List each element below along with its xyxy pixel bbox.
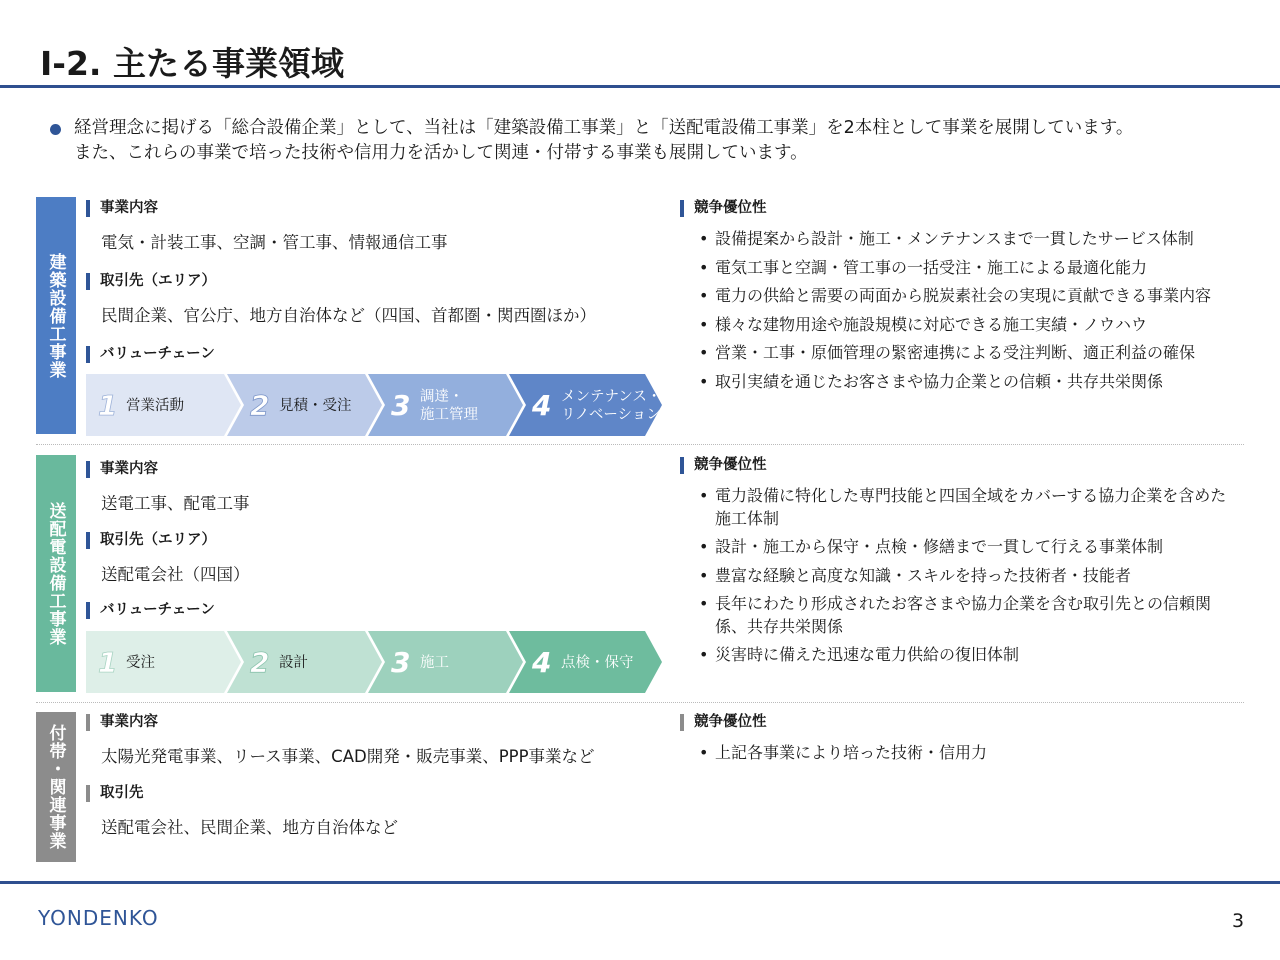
list-item: • 上記各事業により培った技術・信用力	[695, 742, 1235, 765]
intro-line-1: 経営理念に掲げる「総合設備企業」として、当社は「建築設備工事業」と「送配電設備工事業」を2本柱として事業を展開しています。	[74, 118, 1134, 138]
section-label-building: 建築設備工事業	[36, 197, 76, 434]
list-item: • 設備提案から設計・施工・メンテナンスまで一貫したサービス体制	[695, 228, 1255, 251]
chain-label-1: 受注	[126, 655, 155, 671]
chain-num-1: 1	[98, 646, 118, 679]
list-item: • 様々な建物用途や施設規模に対応できる施工実績・ノウハウ	[695, 314, 1255, 337]
list-item: • 災害時に備えた迅速な電力供給の復旧体制	[695, 644, 1235, 667]
section-divider	[36, 444, 1244, 445]
bullet-icon	[50, 124, 61, 135]
chain-label-3b: 施工管理	[420, 407, 478, 423]
chain-num-4: 4	[532, 389, 552, 422]
chain-num-1: 1	[98, 389, 118, 422]
list-item: • 電力の供給と需要の両面から脱炭素社会の実現に貢献できる事業内容	[695, 285, 1255, 308]
intro-line-2: また、これらの事業で培った技術や信用力を活かして関連・付帯する事業も展開しています。	[74, 143, 808, 163]
company-logo: YONDENKO	[38, 906, 159, 930]
clients-heading: 取引先（エリア）	[86, 273, 216, 290]
intro-text	[50, 116, 1133, 166]
chain-label-2: 見積・受注	[279, 398, 352, 414]
chain-label-4a: メンテナンス・	[561, 389, 662, 405]
advantage-heading: 競争優位性	[680, 457, 767, 474]
value-chain-transmission	[86, 631, 662, 693]
footer-divider	[0, 881, 1280, 884]
section-label-related: 付帯・関連事業	[36, 712, 76, 862]
content-heading: 事業内容	[86, 461, 158, 478]
section-divider	[36, 702, 1244, 703]
list-item: • 営業・工事・原価管理の緊密連携による受注判断、適正利益の確保	[695, 342, 1255, 365]
chain-num-3: 3	[391, 389, 411, 422]
chain-num-3: 3	[391, 646, 411, 679]
value-chain-building	[86, 374, 662, 436]
advantage-list-related	[695, 742, 1235, 771]
clients-heading: 取引先（エリア）	[86, 532, 216, 549]
clients-text: 送配電会社（四国）	[101, 565, 250, 584]
value-chain-heading: バリューチェーン	[86, 346, 215, 363]
content-heading: 事業内容	[86, 200, 158, 217]
chain-label-4b: リノベーション	[561, 407, 661, 423]
page-title: Ⅰ-2. 主たる事業領域	[40, 44, 344, 83]
chain-num-4: 4	[532, 646, 552, 679]
chain-label-3: 施工	[420, 655, 449, 671]
content-text: 太陽光発電事業、リース事業、CAD開発・販売事業、PPP事業など	[101, 747, 595, 766]
chain-label-3a: 調達・	[420, 389, 464, 405]
content-text: 送電工事、配電工事	[101, 494, 250, 513]
list-item: • 電力設備に特化した専門技能と四国全域をカバーする協力企業を含めた施工体制	[695, 485, 1235, 530]
chain-label-4: 点検・保守	[561, 655, 634, 671]
value-chain-heading: バリューチェーン	[86, 602, 215, 619]
advantage-list-transmission	[695, 485, 1235, 673]
page-number: 3	[1232, 910, 1245, 932]
list-item: • 長年にわたり形成されたお客さまや協力企業を含む取引先との信頼関係、共存共栄関係	[695, 593, 1235, 638]
list-item: • 電気工事と空調・管工事の一括受注・施工による最適化能力	[695, 257, 1255, 280]
clients-text: 送配電会社、民間企業、地方自治体など	[101, 818, 398, 837]
advantage-list-building	[695, 228, 1255, 399]
list-item: • 設計・施工から保守・点検・修繕まで一貫して行える事業体制	[695, 536, 1235, 559]
chain-label-2: 設計	[279, 655, 308, 671]
advantage-heading: 競争優位性	[680, 200, 767, 217]
chain-label-1: 営業活動	[126, 398, 184, 414]
clients-text: 民間企業、官公庁、地方自治体など（四国、首都圏・関西圏ほか）	[101, 306, 596, 325]
chain-num-2: 2	[250, 389, 270, 422]
title-divider	[0, 85, 1280, 88]
advantage-heading: 競争優位性	[680, 714, 767, 731]
clients-heading: 取引先	[86, 785, 144, 802]
content-heading: 事業内容	[86, 714, 158, 731]
chain-num-2: 2	[250, 646, 270, 679]
list-item: • 取引実績を通じたお客さまや協力企業との信頼・共存共栄関係	[695, 371, 1255, 394]
content-text: 電気・計装工事、空調・管工事、情報通信工事	[101, 233, 448, 252]
section-label-transmission: 送配電設備工事業	[36, 455, 76, 692]
list-item: • 豊富な経験と高度な知識・スキルを持った技術者・技能者	[695, 565, 1235, 588]
